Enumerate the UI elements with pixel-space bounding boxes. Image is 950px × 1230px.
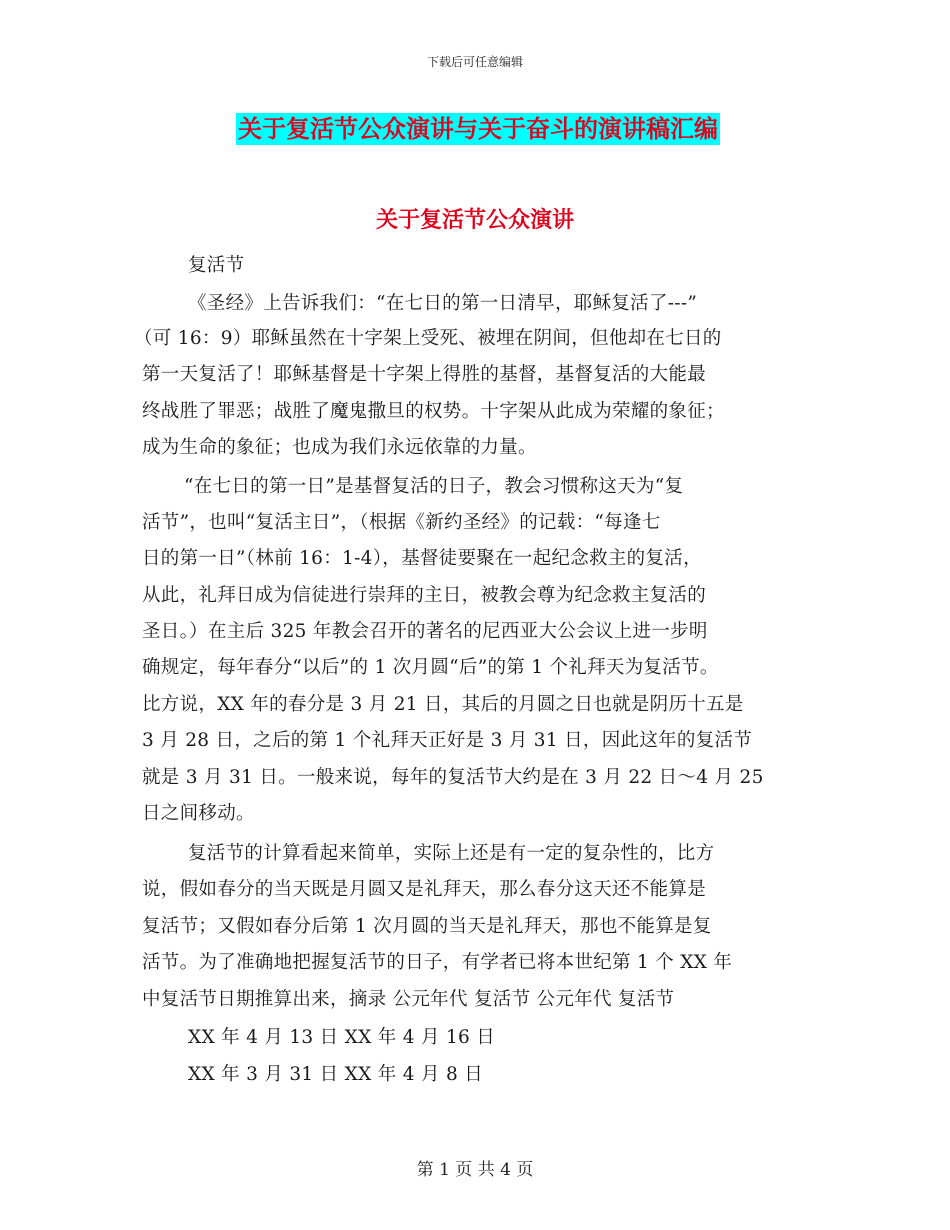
paragraph-line: （可 16：9）耶稣虽然在十字架上受死、被埋在阴间，但他却在七日的: [134, 328, 722, 349]
paragraph-line: 活节”，也叫“复活主日”，（根据《新约圣经》的记载：“每逢七: [142, 512, 661, 533]
paragraph-line: 从此，礼拜日成为信徒进行崇拜的主日，被教会尊为纪念救主复活的: [142, 585, 707, 606]
paragraph-line: 说，假如春分的当天既是月圆又是礼拜天，那么春分这天还不能算是: [142, 879, 707, 900]
paragraph-line: 第一天复活了！耶稣基督是十字架上得胜的基督，基督复活的大能最: [142, 364, 707, 385]
paragraph-line: 复活节；又假如春分后第 1 次月圆的当天是礼拜天，那也不能算是复: [142, 916, 712, 937]
section-title: 关于复活节公众演讲: [375, 207, 574, 233]
paragraph-line: 终战胜了罪恶；战胜了魔鬼撒旦的权势。十字架从此成为荣耀的象征；: [142, 401, 725, 422]
paragraph-line: 3 月 28 日，之后的第 1 个礼拜天正好是 3 月 31 日，因此这年的复活节: [142, 730, 753, 751]
paragraph-line: XX 年 3 月 31 日 XX 年 4 月 8 日: [188, 1064, 484, 1085]
document-title: 关于复活节公众演讲与关于奋斗的演讲稿汇编: [238, 114, 718, 143]
header-note: 下载后可任意编辑: [426, 55, 523, 69]
paragraph-line: 确规定，每年春分“以后”的 1 次月圆“后”的第 1 个礼拜天为复活节。: [142, 657, 719, 678]
paragraph-line: 复活节的计算看起来简单，实际上还是有一定的复杂性的，比方: [188, 843, 715, 864]
paragraph-line: 就是 3 月 31 日。一般来说，每年的复活节大约是在 3 月 22 日～4 月 25: [142, 767, 764, 788]
paragraph-line: 成为生命的象征；也成为我们永远依靠的力量。: [142, 437, 537, 458]
paragraph-line: 复活节: [188, 255, 245, 276]
paragraph-line: “在七日的第一日”是基督复活的日子，教会习惯称这天为“复: [184, 476, 684, 497]
paragraph-line: XX 年 4 月 13 日 XX 年 4 月 16 日: [188, 1027, 496, 1048]
paragraph-line: 日之间移动。: [142, 803, 255, 824]
paragraph-line: 日的第一日”（林前 16：1-4），基督徒要聚在一起纪念救主的复活，: [142, 548, 702, 569]
paragraph-line: 《圣经》上告诉我们：“在七日的第一日清早，耶稣复活了---”: [188, 293, 698, 314]
page-footer: 第 1 页 共 4 页: [416, 1160, 534, 1180]
paragraph-line: 活节。为了准确地把握复活节的日子，有学者已将本世纪第 1 个 XX 年: [142, 952, 733, 973]
paragraph-line: 比方说，XX 年的春分是 3 月 21 日，其后的月圆之日也就是阴历十五是: [142, 694, 744, 715]
paragraph-line: 中复活节日期推算出来，摘录 公元年代 复活节 公元年代 复活节: [142, 989, 675, 1010]
paragraph-line: 圣日。）在主后 325 年教会召开的著名的尼西亚大公会议上进一步明: [142, 621, 708, 642]
